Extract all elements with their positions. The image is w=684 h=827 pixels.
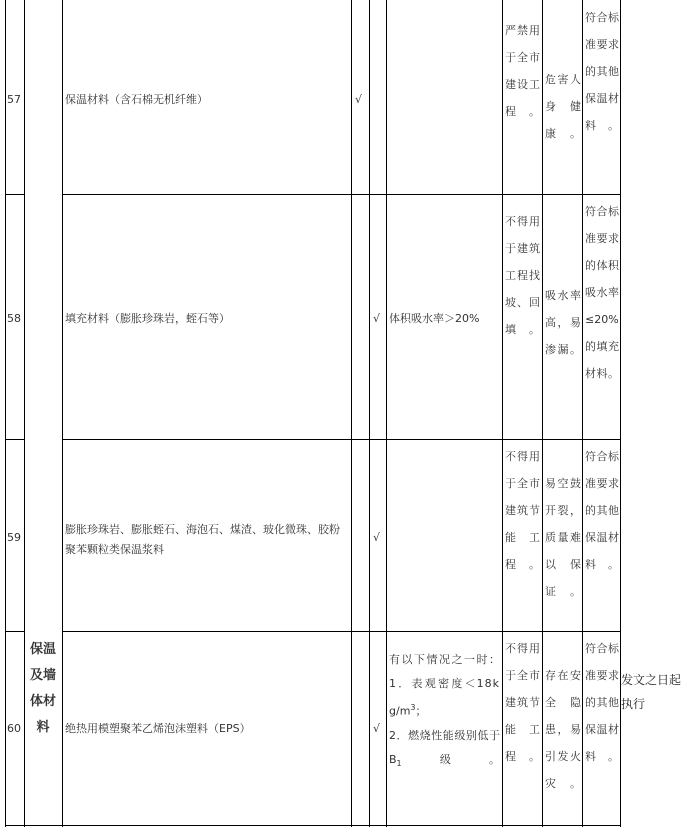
scope-text: 不得用于全市建筑节能工程。: [505, 642, 540, 763]
limit-line: 1．表观密度＜18k: [389, 677, 500, 690]
grid-line: [542, 0, 543, 827]
limit-line: 有以下情况之一时：: [389, 653, 500, 666]
row-number: 60: [7, 722, 21, 735]
scope-text: 不得用于全市建筑节能工程。: [505, 450, 540, 571]
check-mark: √: [373, 722, 381, 735]
row-number: 58: [7, 312, 21, 325]
limit-line: [389, 696, 500, 724]
grid-line: [5, 825, 620, 826]
limit-text-part: 级。: [401, 752, 500, 766]
limit-text: 体积吸水率＞20%: [389, 312, 480, 325]
check-mark: √: [355, 93, 363, 106]
material-name: 膨胀珍珠岩、膨胀蛭石、海泡石、煤渣、玻化微珠、胶粉聚苯颗粒类保温浆料: [65, 523, 340, 556]
grid-line: [24, 0, 25, 827]
material-name: 绝热用模塑聚苯乙烯泡沫塑料（EPS）: [65, 722, 251, 735]
alternative-text: 符合标准要求的体积吸水率≤20%的填充材料。: [585, 205, 619, 380]
limit-unit: g/m: [389, 704, 411, 718]
reason-text: 易空鼓开裂，质量难以保证。: [545, 477, 581, 598]
material-name: 保温材料（含石棉无机纤维）: [65, 93, 208, 106]
grid-line: [5, 194, 24, 195]
grid-line: [62, 439, 620, 440]
alternative-text: 符合标准要求的其他保温材料。: [585, 450, 619, 571]
reason-text: 吸水率高，易渗漏。: [545, 289, 581, 356]
scope-text: 严禁用于全市建设工程。: [505, 24, 540, 118]
material-name: 填充材料（膨胀珍珠岩，蛭石等）: [65, 312, 230, 325]
limit-line: [389, 724, 500, 776]
limit-superscript: 3: [410, 703, 416, 712]
reason-text: 危害人身健康。: [545, 73, 581, 140]
reason-text: 存在安全隐患，易引发火灾。: [545, 669, 581, 790]
row-number: 57: [7, 93, 21, 106]
grid-line: [62, 631, 620, 632]
limit-subscript: 1: [396, 758, 402, 768]
alternative-text: 符合标准要求的其他保温材料。: [585, 11, 619, 132]
grid-line: [62, 0, 63, 827]
grid-line: [502, 0, 503, 827]
limit-punct: ；: [415, 704, 427, 718]
scope-text: 不得用于建筑工程找坡、回填。: [505, 215, 540, 336]
category-label: 保温及墙体材料: [29, 642, 56, 735]
effective-date: 发文之日起执行: [621, 673, 682, 711]
check-mark: √: [373, 531, 381, 544]
check-mark: √: [373, 312, 381, 325]
limit-text-part: 2．燃烧性能级别低于B: [389, 728, 500, 766]
grid-line: [5, 439, 24, 440]
limit-text: [389, 648, 500, 776]
grid-line: [62, 194, 620, 195]
grid-line: [582, 0, 583, 827]
grid-line: [5, 0, 6, 827]
grid-line: [369, 0, 370, 827]
grid-line: [5, 631, 24, 632]
alternative-text: 符合标准要求的其他保温材料。: [585, 642, 619, 763]
grid-line: [351, 0, 352, 827]
row-number: 59: [7, 531, 21, 544]
grid-line: [386, 0, 387, 827]
